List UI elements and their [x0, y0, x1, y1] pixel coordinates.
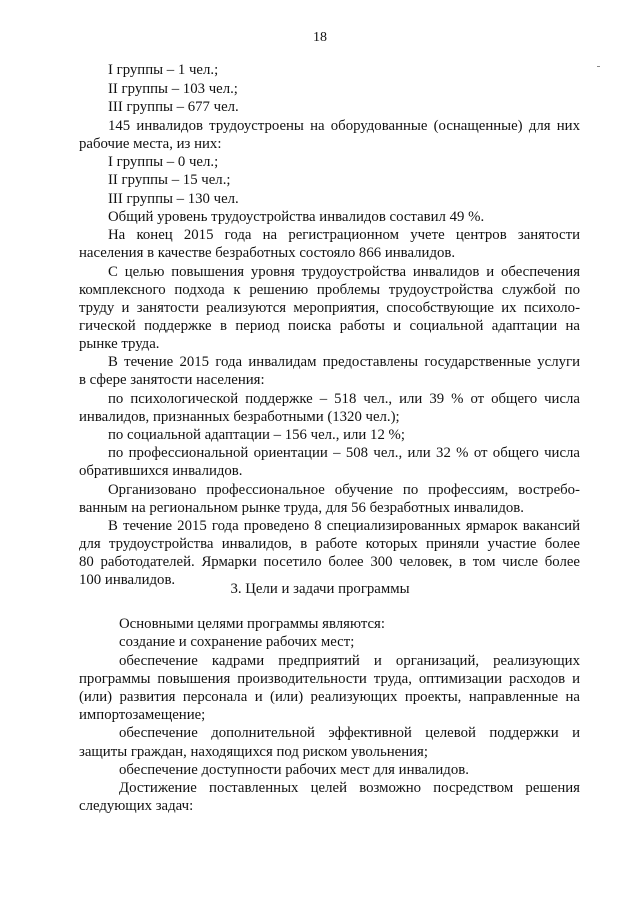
text-line: III группы – 130 чел. [108, 191, 239, 207]
text-line: С целью повышения уровня трудоустройства инвалидов и обеспечения [108, 264, 580, 280]
text-line: II группы – 103 чел.; [108, 81, 238, 97]
text-line: Основными целями программы являются: [119, 616, 385, 632]
text-line: На конец 2015 года на регистрационном учете центров занятости [108, 227, 580, 243]
text-line: гической поддержке в период поиска работы и социальной адаптации на [79, 318, 580, 334]
text-line: Организовано профессиональное обучение по профессиям, востребо- [108, 482, 580, 498]
text-line: труду и занятости реализуются мероприятия, способствующие их психоло- [79, 300, 580, 316]
text-line: защиты граждан, находящихся под риском увольнения; [79, 744, 428, 760]
text-line: обеспечение дополнительной эффективной целевой поддержки и [119, 725, 580, 741]
section-heading: 3. Цели и задачи программы [230, 581, 410, 597]
text-line: рынке труда. [79, 336, 160, 352]
text-line: импортозамещение; [79, 707, 206, 723]
text-line: программы повышения производительности труда, оптимизации расходов и [79, 671, 580, 687]
text-line: населения в качестве безработных состояло 866 инвалидов. [79, 245, 456, 261]
text-line: создание и сохранение рабочих мест; [119, 634, 355, 650]
text-line: 145 инвалидов трудоустроены на оборудованные (оснащенные) для них [108, 118, 580, 134]
text-line: обеспечение доступности рабочих мест для инвалидов. [119, 762, 469, 778]
text-line: II группы – 15 чел.; [108, 172, 231, 188]
text-line: ванным на региональном рынке труда, для 56 безработных инвалидов. [79, 500, 524, 516]
text-line: I группы – 0 чел.; [108, 154, 219, 170]
text-line: В течение 2015 года инвалидам предоставлены государственные услуги [108, 354, 580, 370]
text-line: обеспечение кадрами предприятий и организаций, реализующих [119, 653, 580, 669]
text-line: рабочие места, из них: [79, 136, 222, 152]
text-line: I группы – 1 чел.; [108, 62, 219, 78]
text-line: Общий уровень трудоустройства инвалидов составил 49 %. [108, 209, 485, 225]
text-line: следующих задач: [79, 798, 194, 814]
text-line: В течение 2015 года проведено 8 специализированных ярмарок вакансий [108, 518, 580, 534]
text-line: 80 работодателей. Ярмарки посетило более 300 человек, в том числе более [79, 554, 580, 570]
text-line: по профессиональной ориентации – 508 чел., или 32 % от общего числа [108, 445, 580, 461]
text-line: инвалидов, признанных безработными (1320 чел.); [79, 409, 400, 425]
text-line: по психологической поддержке – 518 чел., или 39 % от общего числа [108, 391, 580, 407]
text-line: III группы – 677 чел. [108, 99, 239, 115]
text-line: для трудоустройства инвалидов, в работе которых приняли участие более [79, 536, 580, 552]
scan-mark [597, 66, 600, 67]
text-line: комплексного подхода к решению проблемы трудоустройства службой по [79, 282, 580, 298]
page-number: 18 [313, 30, 327, 45]
text-line: 100 инвалидов. [79, 572, 176, 588]
text-line: в сфере занятости населения: [79, 372, 265, 388]
text-line: Достижение поставленных целей возможно посредством решения [119, 780, 580, 796]
text-line: (или) развития персонала и (или) реализующих проекты, направленные на [79, 689, 580, 705]
text-line: по социальной адаптации – 156 чел., или 12 %; [108, 427, 405, 443]
text-line: обратившихся инвалидов. [79, 463, 243, 479]
